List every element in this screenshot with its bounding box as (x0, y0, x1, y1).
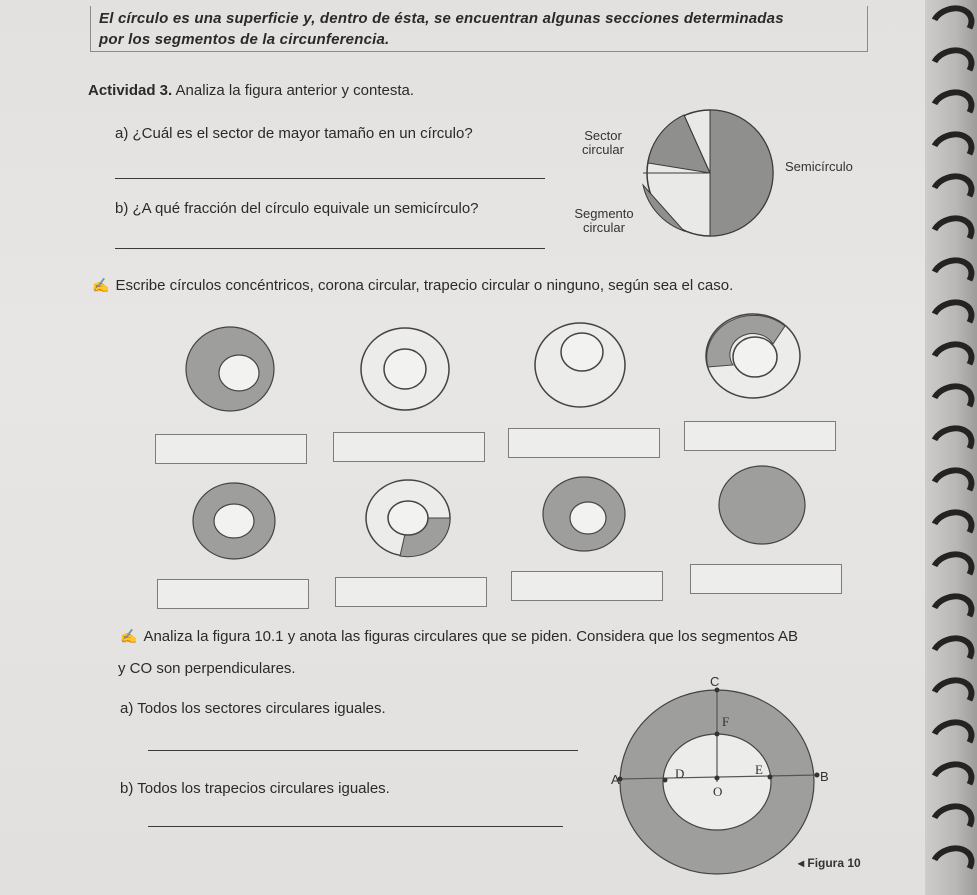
label-e: E (755, 762, 763, 777)
ring-8 (924, 293, 977, 343)
figure-row1-4 (705, 312, 803, 400)
circle (719, 466, 805, 544)
point-b (815, 773, 820, 778)
point-e (768, 775, 773, 780)
activity-title (88, 82, 414, 99)
answer-line-2b[interactable] (148, 826, 563, 827)
figure-row2-3 (542, 475, 628, 555)
inner-circle (219, 355, 259, 391)
question-b: b) ¿A qué fracción del círculo equivale un semicírculo? (115, 200, 479, 217)
label-f: F (722, 714, 730, 729)
answer-line-b[interactable] (115, 248, 545, 249)
answer-box-5[interactable] (157, 579, 309, 609)
inner-circle (733, 337, 777, 377)
label-a: A (611, 772, 620, 787)
header-line-2: por los segmentos de la circunferencia. (99, 31, 390, 48)
ring-16 (924, 629, 977, 679)
label-sector-1: Sector (584, 128, 622, 143)
instruction-1-text: Escribe círculos concéntricos, corona circular, trapecio circular o ninguno, según sea el caso. (115, 277, 734, 294)
ring-17 (924, 671, 977, 721)
answer-line-2a[interactable] (148, 750, 578, 751)
ring-18 (924, 713, 977, 763)
pencil-icon: ✍ (120, 628, 138, 644)
figure-row2-1 (192, 482, 278, 562)
answer-box-4[interactable] (684, 421, 836, 451)
instruction-2-text-1: Analiza la figura 10.1 y anota las figuras circulares que se piden. Considera que los segmentos AB (143, 628, 798, 645)
label-sector (575, 129, 631, 157)
ring-10 (924, 377, 977, 427)
ring-7 (924, 251, 977, 301)
instruction-2-line-2: y CO son perpendiculares. (118, 660, 296, 677)
inner-circle (561, 333, 603, 371)
answer-box-8[interactable] (690, 564, 842, 594)
instruction-1 (92, 277, 733, 294)
ring-3 (924, 83, 977, 133)
question-a: a) ¿Cuál es el sector de mayor tamaño en un círculo? (115, 125, 473, 142)
answer-box-7[interactable] (511, 571, 663, 601)
ring-15 (924, 587, 977, 637)
ring-12 (924, 461, 977, 511)
ring-13 (924, 503, 977, 553)
label-o: O (713, 784, 723, 799)
answer-box-2[interactable] (333, 432, 485, 462)
ring-21 (924, 839, 977, 889)
label-segment-1: Segmento (574, 206, 634, 221)
semicircle-shape (710, 110, 773, 236)
ring-19 (924, 755, 977, 805)
label-segment-2: circular (583, 220, 625, 235)
label-b: B (820, 769, 829, 784)
ring-1 (924, 0, 977, 49)
label-d: D (675, 766, 685, 781)
figure-10 (610, 670, 840, 875)
label-semicircle: Semicírculo (785, 159, 853, 174)
inner-circle (214, 504, 254, 538)
label-segment (568, 207, 640, 235)
spiral-binding (925, 0, 977, 895)
label-sector-2: circular (582, 142, 624, 157)
pencil-icon: ✍ (92, 277, 110, 293)
circle-parts-figure (640, 108, 790, 238)
ring-9 (924, 335, 977, 385)
ring-5 (924, 167, 977, 217)
point-d (663, 778, 668, 783)
activity-title-rest: Analiza la figura anterior y contesta. (172, 82, 415, 99)
header-box (90, 6, 868, 52)
point-f (715, 732, 720, 737)
ring-20 (924, 797, 977, 847)
point-o (715, 776, 720, 781)
ring-14 (924, 545, 977, 595)
ring-4 (924, 125, 977, 175)
ring-2 (924, 41, 977, 91)
inner-circle (388, 501, 428, 535)
figure-row1-3 (533, 320, 629, 410)
ring-6 (924, 209, 977, 259)
figure-row2-2 (365, 478, 453, 560)
inner-circle (384, 349, 426, 389)
question-2a: a) Todos los sectores circulares iguales. (120, 700, 386, 717)
answer-box-1[interactable] (155, 434, 307, 464)
instruction-2-line-1 (120, 628, 798, 645)
figure-row2-4 (718, 465, 808, 547)
figure-row1-1 (185, 326, 277, 414)
label-c: C (710, 674, 720, 689)
header-line-1: El círculo es una superficie y, dentro de ésta, se encuentran algunas secciones determinadas (99, 10, 784, 27)
answer-box-6[interactable] (335, 577, 487, 607)
answer-box-3[interactable] (508, 428, 660, 458)
answer-line-a[interactable] (115, 178, 545, 179)
question-2b: b) Todos los trapecios circulares iguales. (120, 780, 390, 797)
activity-title-bold: Actividad 3. (88, 82, 173, 99)
inner-circle (570, 502, 606, 534)
figure-10-caption: ◂ Figura 10 (798, 856, 861, 870)
figure-row1-2 (358, 326, 454, 414)
ring-11 (924, 419, 977, 469)
